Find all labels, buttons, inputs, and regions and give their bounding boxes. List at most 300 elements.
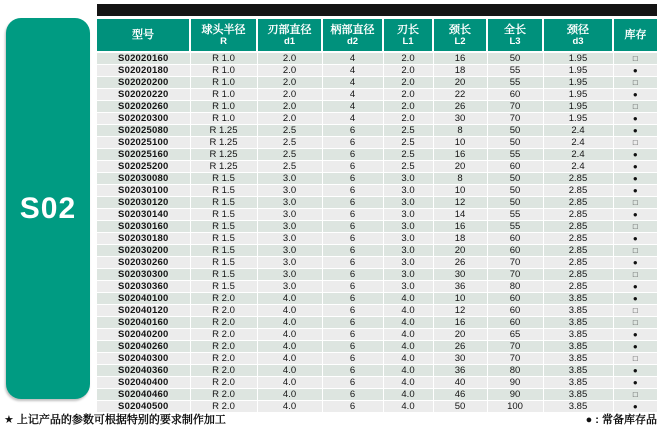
neck-length-cell: 16 [433, 317, 487, 329]
model-cell: S02040360 [97, 365, 190, 377]
model-cell: S02025080 [97, 125, 190, 137]
shank-diameter-cell: 6 [322, 221, 383, 233]
neck-diameter-cell: 1.95 [543, 89, 613, 101]
blade-diameter-cell: 4.0 [257, 317, 322, 329]
stock-dot-icon: ● [632, 294, 638, 303]
stock-square-icon: □ [632, 102, 638, 111]
ball-radius-cell: R 1.25 [190, 137, 257, 149]
blade-length-cell: 4.0 [383, 329, 433, 341]
stock-cell [613, 329, 657, 341]
neck-length-cell: 36 [433, 365, 487, 377]
ball-radius-cell: R 1.5 [190, 173, 257, 185]
catalog-table [97, 19, 657, 413]
ball-radius-cell: R 2.0 [190, 293, 257, 305]
overall-length-cell: 55 [487, 149, 543, 161]
shank-diameter-cell: 6 [322, 317, 383, 329]
stock-cell [613, 341, 657, 353]
model-cell: S02020220 [97, 89, 190, 101]
shank-diameter-cell: 6 [322, 353, 383, 365]
neck-length-cell: 14 [433, 209, 487, 221]
shank-diameter-cell: 6 [322, 233, 383, 245]
table-row [97, 389, 657, 401]
neck-length-cell: 10 [433, 137, 487, 149]
neck-length-cell: 50 [433, 401, 487, 413]
neck-length-cell: 12 [433, 305, 487, 317]
stock-cell [613, 365, 657, 377]
stock-square-icon: □ [632, 354, 638, 363]
table-row [97, 377, 657, 389]
table-row [97, 269, 657, 281]
stock-square-icon: □ [632, 390, 638, 399]
blade-length-cell: 3.0 [383, 269, 433, 281]
shank-diameter-cell: 6 [322, 305, 383, 317]
stock-legend: ● : 常备库存品 [585, 414, 657, 426]
table-row [97, 221, 657, 233]
neck-diameter-cell: 3.85 [543, 389, 613, 401]
shank-diameter-cell: 6 [322, 125, 383, 137]
stock-square-icon: □ [632, 318, 638, 327]
ball-radius-cell: R 1.0 [190, 65, 257, 77]
model-cell: S02040100 [97, 293, 190, 305]
blade-diameter-cell: 2.5 [257, 149, 322, 161]
overall-length-cell: 60 [487, 233, 543, 245]
shank-diameter-cell: 4 [322, 101, 383, 113]
neck-diameter-cell: 3.85 [543, 377, 613, 389]
neck-length-cell: 16 [433, 221, 487, 233]
neck-length-cell: 30 [433, 269, 487, 281]
series-tab [6, 18, 90, 399]
neck-length-cell: 30 [433, 353, 487, 365]
neck-length-cell: 18 [433, 65, 487, 77]
ball-radius-cell: R 1.0 [190, 89, 257, 101]
blade-diameter-cell: 3.0 [257, 221, 322, 233]
neck-length-cell: 10 [433, 185, 487, 197]
overall-length-cell: 50 [487, 173, 543, 185]
blade-length-cell: 3.0 [383, 233, 433, 245]
table-row [97, 197, 657, 209]
model-cell: S02020180 [97, 65, 190, 77]
model-cell: S02040400 [97, 377, 190, 389]
blade-length-cell: 3.0 [383, 257, 433, 269]
table-row [97, 341, 657, 353]
model-cell: S02030100 [97, 185, 190, 197]
stock-dot-icon: ● [632, 234, 638, 243]
blade-length-cell: 3.0 [383, 173, 433, 185]
neck-diameter-cell: 2.4 [543, 161, 613, 173]
overall-length-cell: 70 [487, 113, 543, 125]
blade-diameter-cell: 3.0 [257, 257, 322, 269]
overall-length-cell: 60 [487, 161, 543, 173]
neck-length-cell: 10 [433, 293, 487, 305]
model-cell: S02030160 [97, 221, 190, 233]
stock-cell [613, 245, 657, 257]
model-cell: S02040260 [97, 341, 190, 353]
stock-cell [613, 185, 657, 197]
neck-diameter-cell: 3.85 [543, 317, 613, 329]
stock-cell [613, 257, 657, 269]
model-cell: S02030140 [97, 209, 190, 221]
stock-cell [613, 293, 657, 305]
blade-length-cell: 4.0 [383, 353, 433, 365]
stock-cell [613, 65, 657, 77]
stock-dot-icon: ● [632, 402, 638, 411]
blade-length-cell: 2.5 [383, 125, 433, 137]
blade-length-cell: 4.0 [383, 341, 433, 353]
table-row [97, 281, 657, 293]
shank-diameter-cell: 6 [322, 137, 383, 149]
ball-radius-cell: R 2.0 [190, 401, 257, 413]
neck-length-cell: 20 [433, 245, 487, 257]
ball-radius-cell: R 1.5 [190, 209, 257, 221]
stock-dot-icon: ● [632, 90, 638, 99]
blade-length-cell: 3.0 [383, 221, 433, 233]
ball-radius-cell: R 1.5 [190, 221, 257, 233]
ball-radius-cell: R 1.0 [190, 101, 257, 113]
model-cell: S02030120 [97, 197, 190, 209]
ball-radius-cell: R 1.25 [190, 161, 257, 173]
blade-diameter-cell: 4.0 [257, 353, 322, 365]
stock-cell [613, 221, 657, 233]
ball-radius-cell: R 1.5 [190, 269, 257, 281]
blade-length-cell: 2.0 [383, 101, 433, 113]
col-header-neck-diameter: 颈径 d3 [543, 19, 613, 52]
blade-diameter-cell: 3.0 [257, 185, 322, 197]
footer-note: ★ 上记产品的参数可根据特别的要求制作加工 [4, 414, 226, 426]
table-row [97, 89, 657, 101]
overall-length-cell: 50 [487, 52, 543, 65]
blade-diameter-cell: 2.0 [257, 89, 322, 101]
blade-diameter-cell: 2.0 [257, 77, 322, 89]
shank-diameter-cell: 6 [322, 173, 383, 185]
shank-diameter-cell: 6 [322, 401, 383, 413]
blade-length-cell: 4.0 [383, 389, 433, 401]
blade-diameter-cell: 4.0 [257, 305, 322, 317]
neck-diameter-cell: 3.85 [543, 401, 613, 413]
ball-radius-cell: R 2.0 [190, 365, 257, 377]
overall-length-cell: 50 [487, 197, 543, 209]
neck-diameter-cell: 2.85 [543, 257, 613, 269]
shank-diameter-cell: 6 [322, 209, 383, 221]
stock-cell [613, 113, 657, 125]
stock-cell [613, 125, 657, 137]
neck-length-cell: 26 [433, 341, 487, 353]
ball-radius-cell: R 1.5 [190, 233, 257, 245]
col-header-overall-length: 全长 L3 [487, 19, 543, 52]
overall-length-cell: 70 [487, 341, 543, 353]
stock-cell [613, 173, 657, 185]
overall-length-cell: 60 [487, 245, 543, 257]
shank-diameter-cell: 6 [322, 329, 383, 341]
table-row [97, 77, 657, 89]
stock-dot-icon: ● [632, 150, 638, 159]
stock-dot-icon: ● [632, 186, 638, 195]
neck-diameter-cell: 1.95 [543, 77, 613, 89]
stock-cell [613, 389, 657, 401]
col-header-model: 型号 [97, 19, 190, 52]
stock-dot-icon: ● [632, 342, 638, 351]
stock-cell [613, 197, 657, 209]
neck-diameter-cell: 3.85 [543, 341, 613, 353]
neck-diameter-cell: 1.95 [543, 52, 613, 65]
neck-length-cell: 16 [433, 52, 487, 65]
blade-diameter-cell: 3.0 [257, 209, 322, 221]
model-cell: S02030080 [97, 173, 190, 185]
shank-diameter-cell: 6 [322, 197, 383, 209]
table-row [97, 65, 657, 77]
model-cell: S02020160 [97, 52, 190, 65]
blade-diameter-cell: 3.0 [257, 245, 322, 257]
neck-length-cell: 26 [433, 257, 487, 269]
neck-diameter-cell: 2.85 [543, 233, 613, 245]
blade-length-cell: 4.0 [383, 293, 433, 305]
table-row [97, 52, 657, 65]
shank-diameter-cell: 4 [322, 65, 383, 77]
shank-diameter-cell: 4 [322, 89, 383, 101]
table-row [97, 209, 657, 221]
overall-length-cell: 55 [487, 221, 543, 233]
shank-diameter-cell: 6 [322, 389, 383, 401]
neck-diameter-cell: 3.85 [543, 293, 613, 305]
table-row [97, 305, 657, 317]
neck-diameter-cell: 2.85 [543, 185, 613, 197]
blade-diameter-cell: 4.0 [257, 341, 322, 353]
stock-square-icon: □ [632, 306, 638, 315]
neck-diameter-cell: 2.85 [543, 281, 613, 293]
table-header-row [97, 19, 657, 52]
blade-diameter-cell: 4.0 [257, 293, 322, 305]
overall-length-cell: 65 [487, 329, 543, 341]
model-cell: S02020200 [97, 77, 190, 89]
ball-radius-cell: R 1.5 [190, 281, 257, 293]
table-row [97, 101, 657, 113]
neck-diameter-cell: 2.4 [543, 149, 613, 161]
model-cell: S02020300 [97, 113, 190, 125]
shank-diameter-cell: 6 [322, 269, 383, 281]
overall-length-cell: 70 [487, 353, 543, 365]
blade-diameter-cell: 3.0 [257, 173, 322, 185]
table-row [97, 365, 657, 377]
neck-length-cell: 20 [433, 77, 487, 89]
ball-radius-cell: R 1.25 [190, 149, 257, 161]
table-row [97, 329, 657, 341]
shank-diameter-cell: 6 [322, 161, 383, 173]
model-cell: S02030200 [97, 245, 190, 257]
model-cell: S02040120 [97, 305, 190, 317]
table-row [97, 353, 657, 365]
neck-diameter-cell: 2.4 [543, 125, 613, 137]
footer [4, 412, 657, 426]
ball-radius-cell: R 2.0 [190, 317, 257, 329]
shank-diameter-cell: 6 [322, 341, 383, 353]
stock-dot-icon: ● [632, 126, 638, 135]
overall-length-cell: 60 [487, 305, 543, 317]
blade-length-cell: 2.5 [383, 149, 433, 161]
shank-diameter-cell: 6 [322, 245, 383, 257]
model-cell: S02030300 [97, 269, 190, 281]
blade-diameter-cell: 2.0 [257, 52, 322, 65]
blade-length-cell: 2.0 [383, 113, 433, 125]
overall-length-cell: 55 [487, 209, 543, 221]
blade-length-cell: 2.0 [383, 52, 433, 65]
stock-square-icon: □ [632, 198, 638, 207]
neck-diameter-cell: 3.85 [543, 305, 613, 317]
stock-dot-icon: ● [632, 282, 638, 291]
stock-square-icon: □ [632, 270, 638, 279]
blade-diameter-cell: 3.0 [257, 233, 322, 245]
col-header-blade-length: 刃长 L1 [383, 19, 433, 52]
neck-diameter-cell: 1.95 [543, 101, 613, 113]
shank-diameter-cell: 6 [322, 365, 383, 377]
blade-diameter-cell: 2.5 [257, 161, 322, 173]
model-cell: S02025160 [97, 149, 190, 161]
stock-cell [613, 89, 657, 101]
overall-length-cell: 60 [487, 317, 543, 329]
overall-length-cell: 55 [487, 65, 543, 77]
table-row [97, 233, 657, 245]
overall-length-cell: 50 [487, 137, 543, 149]
overall-length-cell: 60 [487, 89, 543, 101]
overall-length-cell: 80 [487, 281, 543, 293]
stock-cell [613, 233, 657, 245]
blade-length-cell: 2.0 [383, 89, 433, 101]
stock-dot-icon: ● [632, 66, 638, 75]
overall-length-cell: 90 [487, 377, 543, 389]
stock-dot-icon: ● [632, 366, 638, 375]
stock-square-icon: □ [632, 138, 638, 147]
neck-length-cell: 8 [433, 173, 487, 185]
blade-diameter-cell: 2.0 [257, 113, 322, 125]
stock-dot-icon: ● [632, 162, 638, 171]
model-cell: S02025100 [97, 137, 190, 149]
blade-length-cell: 4.0 [383, 377, 433, 389]
stock-cell [613, 101, 657, 113]
overall-length-cell: 80 [487, 365, 543, 377]
stock-cell [613, 209, 657, 221]
table-row [97, 257, 657, 269]
series-label: S02 [19, 191, 77, 225]
blade-diameter-cell: 2.0 [257, 101, 322, 113]
model-cell: S02030360 [97, 281, 190, 293]
stock-cell [613, 377, 657, 389]
table-row [97, 149, 657, 161]
blade-diameter-cell: 3.0 [257, 197, 322, 209]
shank-diameter-cell: 4 [322, 77, 383, 89]
neck-length-cell: 20 [433, 161, 487, 173]
model-cell: S02040500 [97, 401, 190, 413]
overall-length-cell: 55 [487, 77, 543, 89]
neck-length-cell: 26 [433, 101, 487, 113]
ball-radius-cell: R 2.0 [190, 341, 257, 353]
stock-dot-icon: ● [632, 258, 638, 267]
neck-diameter-cell: 2.85 [543, 269, 613, 281]
neck-diameter-cell: 2.85 [543, 245, 613, 257]
model-cell: S02040200 [97, 329, 190, 341]
blade-length-cell: 2.5 [383, 161, 433, 173]
col-header-neck-length: 颈长 L2 [433, 19, 487, 52]
blade-length-cell: 3.0 [383, 281, 433, 293]
col-header-shank-diameter: 柄部直径 d2 [322, 19, 383, 52]
ball-radius-cell: R 1.5 [190, 197, 257, 209]
stock-cell [613, 161, 657, 173]
blade-length-cell: 3.0 [383, 185, 433, 197]
blade-length-cell: 4.0 [383, 401, 433, 413]
ball-radius-cell: R 1.5 [190, 257, 257, 269]
table-row [97, 293, 657, 305]
blade-diameter-cell: 4.0 [257, 329, 322, 341]
overall-length-cell: 90 [487, 389, 543, 401]
blade-diameter-cell: 2.5 [257, 137, 322, 149]
stock-cell [613, 137, 657, 149]
model-cell: S02020260 [97, 101, 190, 113]
overall-length-cell: 70 [487, 101, 543, 113]
overall-length-cell: 50 [487, 125, 543, 137]
stock-dot-icon: ● [632, 330, 638, 339]
table-row [97, 317, 657, 329]
neck-length-cell: 12 [433, 197, 487, 209]
neck-diameter-cell: 2.85 [543, 209, 613, 221]
blade-diameter-cell: 2.0 [257, 65, 322, 77]
neck-diameter-cell: 2.85 [543, 173, 613, 185]
stock-cell [613, 353, 657, 365]
neck-length-cell: 30 [433, 113, 487, 125]
neck-length-cell: 8 [433, 125, 487, 137]
shank-diameter-cell: 6 [322, 149, 383, 161]
neck-diameter-cell: 2.85 [543, 197, 613, 209]
col-header-blade-diameter: 刃部直径 d1 [257, 19, 322, 52]
ball-radius-cell: R 2.0 [190, 305, 257, 317]
ball-radius-cell: R 2.0 [190, 353, 257, 365]
shank-diameter-cell: 6 [322, 293, 383, 305]
stock-dot-icon: ● [632, 210, 638, 219]
neck-length-cell: 18 [433, 233, 487, 245]
table-top-bar [97, 4, 657, 16]
blade-diameter-cell: 2.5 [257, 125, 322, 137]
blade-diameter-cell: 3.0 [257, 269, 322, 281]
table-row [97, 137, 657, 149]
neck-length-cell: 40 [433, 377, 487, 389]
col-header-ball-radius: 球头半径 R [190, 19, 257, 52]
shank-diameter-cell: 6 [322, 377, 383, 389]
neck-length-cell: 16 [433, 149, 487, 161]
neck-diameter-cell: 1.95 [543, 65, 613, 77]
stock-cell [613, 52, 657, 65]
overall-length-cell: 70 [487, 257, 543, 269]
shank-diameter-cell: 4 [322, 113, 383, 125]
blade-diameter-cell: 3.0 [257, 281, 322, 293]
blade-length-cell: 3.0 [383, 245, 433, 257]
table-row [97, 125, 657, 137]
blade-length-cell: 4.0 [383, 305, 433, 317]
neck-diameter-cell: 3.85 [543, 365, 613, 377]
stock-cell [613, 317, 657, 329]
blade-diameter-cell: 4.0 [257, 365, 322, 377]
stock-square-icon: □ [632, 54, 638, 63]
neck-length-cell: 36 [433, 281, 487, 293]
shank-diameter-cell: 6 [322, 281, 383, 293]
stock-dot-icon: ● [632, 378, 638, 387]
blade-length-cell: 4.0 [383, 365, 433, 377]
model-cell: S02025200 [97, 161, 190, 173]
ball-radius-cell: R 1.0 [190, 52, 257, 65]
overall-length-cell: 60 [487, 293, 543, 305]
ball-radius-cell: R 2.0 [190, 389, 257, 401]
neck-diameter-cell: 3.85 [543, 329, 613, 341]
table-row [97, 113, 657, 125]
table-row [97, 173, 657, 185]
table-row [97, 185, 657, 197]
ball-radius-cell: R 1.5 [190, 185, 257, 197]
stock-square-icon: □ [632, 78, 638, 87]
